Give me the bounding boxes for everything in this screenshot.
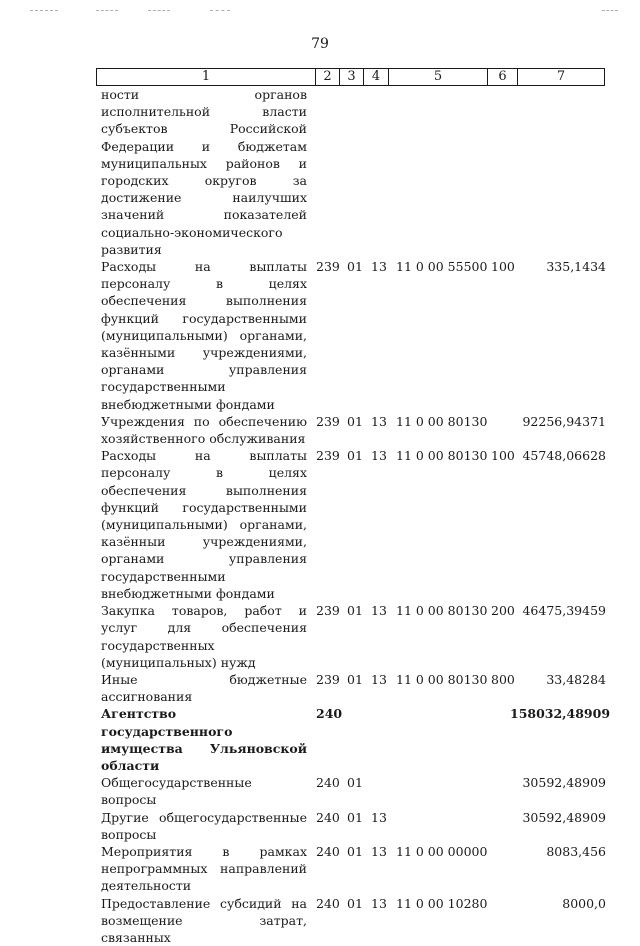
table-row — [0, 895, 640, 946]
row-rz: 01 — [347, 775, 363, 791]
column-header-1: 1 — [97, 69, 316, 86]
row-pr: 13 — [371, 448, 387, 464]
row-rz: 01 — [347, 603, 363, 619]
column-header-5: 5 — [389, 69, 488, 86]
row-name: Расходы на выплаты персоналу в целях обеспечения выполнения функций государственными (муниципальными) органами, казёнными учреждениями, органами управления государственными внебюджетными фондами — [101, 259, 307, 412]
row-rz: 01 — [347, 448, 363, 464]
row-gr: 239 — [316, 603, 340, 619]
row-vr: 100 — [491, 448, 515, 464]
row-vr: 200 — [491, 603, 515, 619]
table-body — [0, 86, 640, 946]
table-row — [0, 413, 640, 447]
table-row — [0, 447, 640, 602]
row-csr: 11 0 00 10280 — [396, 895, 488, 911]
row-csr: 11 0 00 80130 — [396, 413, 488, 429]
row-pr: 13 — [371, 895, 387, 911]
row-pr: 13 — [371, 259, 387, 275]
row-pr: 13 — [371, 413, 387, 429]
row-pr: 13 — [371, 809, 387, 825]
row-name: Агентство государственного имущества Ульяновской области — [101, 706, 307, 773]
row-name: Учреждения по обеспечению хозяйственного обслуживания — [101, 413, 307, 447]
row-csr: 11 0 00 55500 — [396, 259, 488, 275]
row-sum: 33,48284 — [546, 671, 606, 687]
row-csr: 11 0 00 80130 — [396, 603, 488, 619]
scan-edge-mark — [602, 10, 618, 11]
row-gr: 240 — [316, 775, 340, 791]
row-rz: 01 — [347, 413, 363, 429]
table-row — [0, 774, 640, 808]
table-row — [0, 602, 640, 671]
row-rz: 01 — [347, 895, 363, 911]
scan-edge-mark — [30, 10, 58, 11]
row-csr: 11 0 00 80130 — [396, 671, 488, 687]
row-gr: 239 — [316, 448, 340, 464]
row-sum: 30592,48909 — [522, 775, 606, 791]
column-header-2: 2 — [316, 69, 340, 86]
row-name: Мероприятия в рамках непрограммных направлений деятельности — [101, 843, 307, 894]
column-header-table — [96, 68, 605, 86]
row-name: Закупка товаров, работ и услуг для обеспечения государственных (муниципальных) нужд — [101, 603, 307, 670]
scan-edge-mark — [96, 10, 118, 11]
row-vr: 100 — [491, 259, 515, 275]
row-gr: 239 — [316, 671, 340, 687]
row-name: Предоставление субсидий на возмещение затрат, связанных — [101, 895, 307, 945]
row-sum: 8000,0 — [562, 895, 606, 911]
row-sum: 158032,48909 — [510, 706, 611, 722]
row-rz: 01 — [347, 809, 363, 825]
scan-edge-mark — [210, 10, 230, 11]
row-sum: 46475,39459 — [522, 603, 606, 619]
row-name: Иные бюджетные ассигнования — [101, 671, 307, 705]
row-name: Общегосударственные вопросы — [101, 775, 252, 808]
row-sum: 30592,48909 — [522, 809, 606, 825]
row-sum: 335,1434 — [546, 259, 606, 275]
row-gr: 240 — [316, 843, 340, 859]
row-vr: 800 — [491, 671, 515, 687]
table-row — [0, 86, 640, 258]
page-number: 79 — [311, 36, 329, 52]
column-header-7: 7 — [518, 69, 605, 86]
row-name: Расходы на выплаты персоналу в целях обеспечения выполнения функций государственными (муниципальными) органами, казённыи учреждениями, органами управления государственными внебюджетными фондами — [101, 448, 307, 601]
row-gr: 240 — [316, 895, 340, 911]
row-pr: 13 — [371, 603, 387, 619]
column-header-4: 4 — [364, 69, 389, 86]
row-gr: 239 — [316, 259, 340, 275]
table-row — [0, 258, 640, 413]
row-pr: 13 — [371, 843, 387, 859]
row-name: ности органов исполнительной власти субъектов Российской Федерации и бюджетам муниципальных районов и городских округов за достижение наилучших значений показателей социально-экономического развития — [101, 87, 307, 257]
column-header-6: 6 — [488, 69, 518, 86]
row-gr: 240 — [316, 706, 343, 722]
row-csr: 11 0 00 00000 — [396, 843, 488, 859]
table-row — [0, 843, 640, 895]
column-header-row — [97, 69, 605, 86]
row-sum: 92256,94371 — [522, 413, 606, 429]
table-row — [0, 671, 640, 705]
row-pr: 13 — [371, 671, 387, 687]
row-gr: 239 — [316, 413, 340, 429]
scan-edge-mark — [148, 10, 170, 11]
row-rz: 01 — [347, 259, 363, 275]
row-sum: 8083,456 — [546, 843, 606, 859]
table-row — [0, 705, 640, 774]
row-csr: 11 0 00 80130 — [396, 448, 488, 464]
table-row — [0, 809, 640, 843]
row-rz: 01 — [347, 843, 363, 859]
row-sum: 45748,06628 — [522, 448, 606, 464]
row-rz: 01 — [347, 671, 363, 687]
row-name: Другие общегосударственные вопросы — [101, 809, 307, 842]
column-header-3: 3 — [340, 69, 364, 86]
row-gr: 240 — [316, 809, 340, 825]
